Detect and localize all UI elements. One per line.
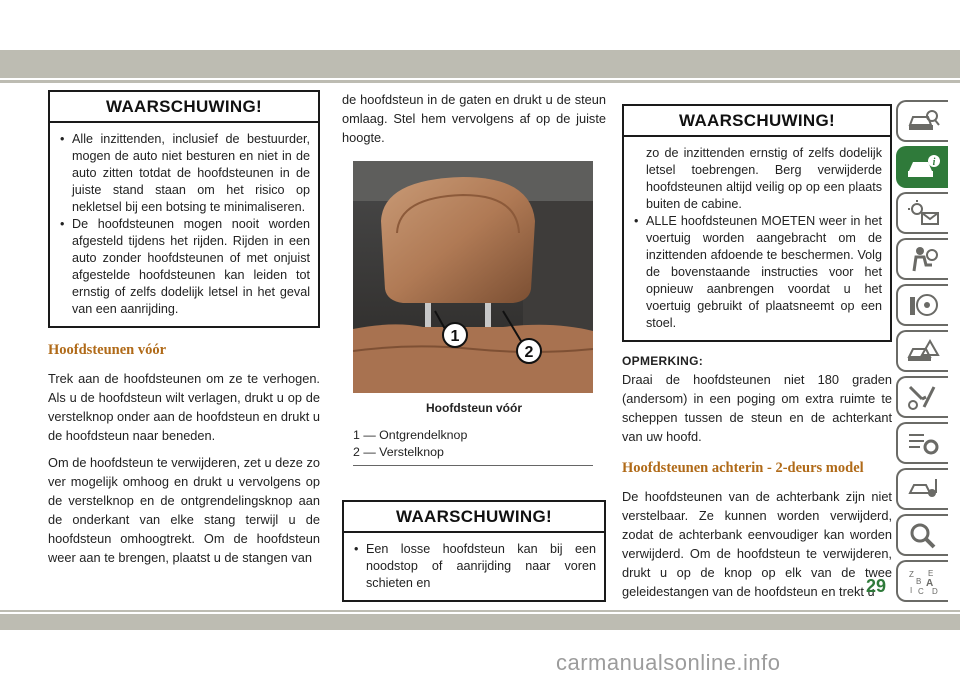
svg-text:D: D [932,587,938,595]
tab-alphabet-index[interactable] [896,560,948,602]
warning-continuation: zo de inzittenden ernstig of zelfs dodelijk letsel toebrengen. Berg verwijderde hoofdsteunen altijd veilig op op een plaats buiten de cabine. [646,146,882,211]
tab-index-search[interactable] [896,514,948,556]
headrest-photo [353,161,593,393]
warning-box-2 [342,500,606,602]
tab-warning-lights[interactable] [896,192,948,234]
paragraph: de hoofdsteun in de gaten en drukt u de steun omlaag. Stel hem vervolgens af op de juiste hoogte. [342,92,606,145]
car-info-icon [906,153,940,181]
note-label: OPMERKING: [622,354,703,368]
bottom-rule [0,610,960,612]
paragraph: Om de hoofdsteun te verwijderen, zet u deze zo ver mogelijk omhoog en drukt u vervolgens op de verstelknop en de ontgrendelingsknop aan de onderkant van elke stang terwijl u de hoofdsteun omhoogtrekt. Om de hoofdsteun weer aan te brengen, plaatst u de stangen van [48,455,320,565]
alphabet-index-icon [906,567,940,595]
warning-box-3 [622,104,892,342]
car-search-icon [906,107,940,135]
tab-car-info[interactable] [896,146,948,188]
tab-specifications[interactable] [896,422,948,464]
svg-text:I: I [910,586,913,595]
specifications-gear-icon [906,429,940,457]
figure-caption: Hoofdsteun vóór [426,401,522,415]
callout-2: 2 [524,344,534,361]
paragraph: De hoofdsteunen van de achterbank zijn niet verstelbaar. Ze kunnen worden verwijderd, zodat de achterbank eenvoudiger kan worden verwijderd. Om de hoofdsteun te verwijderen, drukt u op de knop op elk van de twee geleidestangen van de hoofdsteun en trekt u [622,489,892,599]
warning-bullet: • Een losse hoofdsteun kan bij een noodstop of aanrijding naar voren schieten en [354,542,596,590]
top-rule [0,80,960,83]
steering-start-icon [906,291,940,319]
svg-text:B: B [916,577,922,586]
watermark: carmanualsonline.info [556,650,781,675]
warning-bullet: • ALLE hoofdsteunen MOETEN weer in het voertuig worden aangebracht om de inzittenden afdoende te beschermen. Volg de bovenstaande instructies voor het opnieuw aanbrengen voordat u het voertuig gebruikt of plaatsneemt op een stoel. [634,214,882,330]
warning-title: WAARSCHUWING! [624,106,890,137]
tab-car-search[interactable] [896,100,948,142]
tab-multimedia[interactable] [896,468,948,510]
paragraph: Trek aan de hoofdsteunen om ze te verhogen. Als u de hoofdsteun wilt verlagen, drukt u op de verstelknop onder aan de hoofdsteun en drukt u de hoofdsteun naar beneden. [48,371,320,443]
svg-text:Z: Z [909,570,914,579]
index-search-icon [906,521,940,549]
figure-legend [353,427,606,466]
svg-text:C: C [918,587,924,595]
warning-bullet: • Alle inzittenden, inclusief de bestuurder, mogen de auto niet besturen en niet in de auto zitten totdat de hoofdsteunen in de juiste stand staan om het risico op nekletsel bij een botsing te minimaliseren. [60,132,310,214]
column-right [622,104,892,609]
svg-text:i: i [932,157,936,168]
page-number: 29 [866,576,887,596]
warning-title: WAARSCHUWING! [50,92,318,123]
callout-1: 1 [450,328,460,345]
airbag-seat-icon [906,245,940,273]
multimedia-icon [906,475,940,503]
tab-airbag-seat[interactable] [896,238,948,280]
chapter-tabs [896,100,956,606]
warning-lights-message-icon [906,199,940,227]
tab-roadside-emergency[interactable] [896,330,948,372]
svg-text:A: A [926,578,934,589]
warning-bullet: • De hoofdsteunen mogen nooit worden afgesteld tijdens het rijden. Rijden in een auto zonder hoofdsteunen of met onjuist afgestelde hoofdsteunen kan leiden tot ernstig of zelfs dodelijk letsel in het geval van een aanrijding. [60,217,310,316]
tab-steering-start[interactable] [896,284,948,326]
legend-divider [353,465,593,466]
warning-box-1 [48,90,320,328]
svg-text:E: E [928,569,934,578]
top-band [0,50,960,78]
bottom-band [0,614,960,630]
column-left [48,90,320,575]
note-text: Draai de hoofdsteunen niet 180 graden (andersom) in een poging om extra ruimte te scheppen tussen de steun en de achterkant van uw hoofd. [622,372,892,444]
section-heading-rear: Hoofdsteunen achterin - 2-deurs model [622,460,864,476]
legend-item: 2 — Verstelknop [353,445,444,459]
roadside-emergency-icon [906,337,940,365]
column-middle [342,90,606,602]
legend-item: 1 — Ontgrendelknop [353,428,468,442]
service-tools-icon [906,383,940,411]
tab-service-tools[interactable] [896,376,948,418]
warning-title: WAARSCHUWING! [344,502,604,533]
headrest-illustration [353,161,593,393]
section-heading-front: Hoofdsteunen vóór [48,342,167,358]
